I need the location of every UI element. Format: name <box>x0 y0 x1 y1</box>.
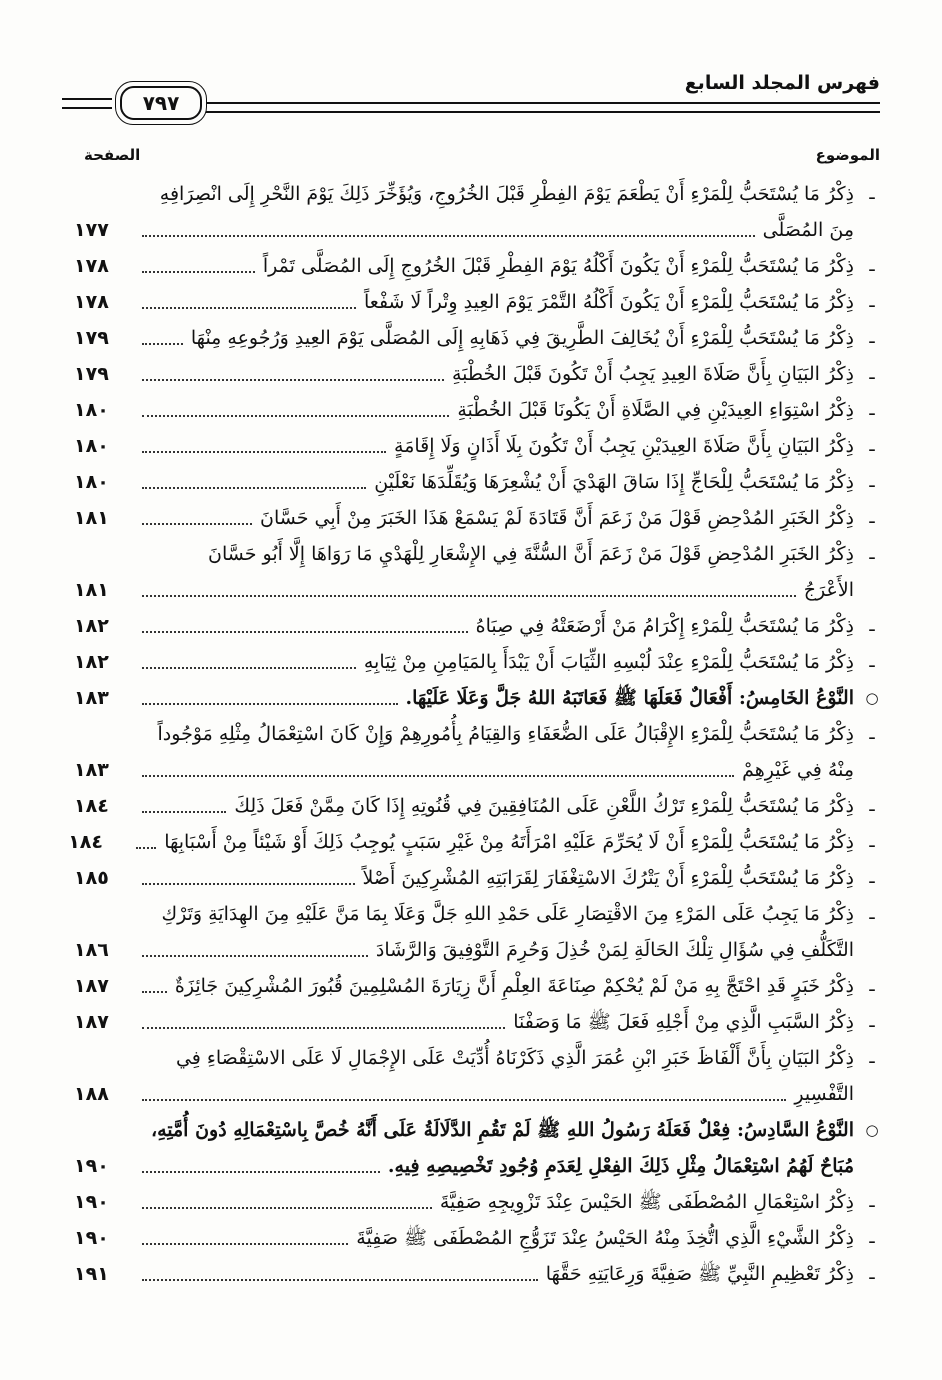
index-entry <box>74 284 884 320</box>
entry-line <box>74 1076 884 1112</box>
entry-line <box>74 572 884 608</box>
entry-page-number: ١٨١ <box>74 507 109 529</box>
entry-text: ذِكْرُ مَا يُسْتَحَبُّ لِلْمَرْءِ إِكْرَامُ مَنْ أَرْضَعَتْهُ فِي صِبَاهُ <box>475 615 854 637</box>
entry-text: التَّفْسِيرِ <box>794 1083 854 1105</box>
entry-page-number: ١٧٨ <box>74 291 109 313</box>
page-number: ٧٩٧ <box>120 86 202 120</box>
entry-line <box>68 824 884 860</box>
entry-text: مُبَاحٌ لَهُمُ اسْتِعْمَالُ مِثْلِ ذَلِكَ الفِعْلِ لِعَدَمِ وُجُودِ تَخْصِيصِهِ فِيهِ. <box>387 1155 854 1177</box>
entry-bullet: ـ <box>869 615 875 636</box>
header-rule-right <box>206 102 880 113</box>
entry-text: ذِكْرُ اسْتِوَاءِ العِيدَيْنِ فِي الصَّلَاةِ أَنْ يَكُونَا قَبْلَ الخُطْبَةِ <box>457 399 854 421</box>
index-entry <box>74 1220 884 1256</box>
dot-leader <box>142 991 167 993</box>
dot-leader <box>142 307 356 309</box>
dot-leader <box>142 451 386 453</box>
index-entry <box>74 536 884 608</box>
entry-line <box>74 752 884 788</box>
entry-page-number: ١٨٠ <box>74 435 109 457</box>
dot-leader <box>142 883 355 885</box>
entry-text: مِنَ المُصَلَّى <box>762 219 854 241</box>
entry-line <box>74 284 884 320</box>
entry-text: ذِكْرُ السَّبَبِ الَّذِي مِنْ أَجْلِهِ فَعَلَ ﷺ مَا وَصَفْنَا <box>513 1011 854 1033</box>
index-entry <box>74 716 884 788</box>
entry-text: الأَعْرَجُ <box>803 579 854 601</box>
entry-bullet: ـ <box>869 975 875 996</box>
index-entries <box>68 176 884 1292</box>
entry-line <box>74 212 884 248</box>
entry-page-number: ١٩١ <box>74 1263 109 1285</box>
entry-line <box>74 356 884 392</box>
index-entry <box>74 428 884 464</box>
running-header <box>62 72 880 122</box>
index-entry <box>74 248 884 284</box>
entry-bullet: ـ <box>869 363 875 384</box>
entry-bullet: ـ <box>869 1011 875 1032</box>
entry-page-number: ١٩٠ <box>74 1191 109 1213</box>
entry-bullet: ـ <box>869 471 875 492</box>
index-entry <box>74 1040 884 1112</box>
entry-text: ذِكْرُ مَا يُسْتَحَبُّ لِلْمَرْءِ أَنْ يَكُونَ أَكْلُهُ يَوْمَ الفِطْرِ قَبْلَ الخُرُوجِ إِلَى المُصَلَّى تَمْراً <box>262 255 854 277</box>
entry-text: التَّكَلُّفِ فِي سُؤَالِ تِلْكَ الحَالَةِ لِمَنْ خُذِلَ وَحُرِمَ التَّوْفِيقَ وَالرَّشَادَ <box>375 939 854 961</box>
entry-page-number: ١٨٠ <box>74 471 109 493</box>
dot-leader <box>142 1027 505 1029</box>
section-bullet: ○ <box>865 689 879 707</box>
subject-column-header: الموضوع <box>815 146 880 164</box>
index-entry <box>68 824 884 860</box>
entry-text: ذِكْرُ مَا يُسْتَحَبُّ لِلْمَرْءِ أَنْ يَتْرُكَ الاسْتِغْفَارَ لِقَرَابَتِهِ المُشْرِكِينَ أَصْلاً <box>362 867 854 889</box>
entry-line <box>74 932 884 968</box>
entry-text: ذِكْرُ مَا يُسْتَحَبُّ لِلْمَرْءِ أَنْ لَا يُحَرِّمَ عَلَيْهِ امْرَأَتَهُ مِنْ غَيْرِ سَبَبٍ يُوجِبُ ذَلِكَ أَوْ شَيْئاً مِنْ أَسْبَابِهَا <box>164 831 854 853</box>
entry-bullet: ـ <box>869 399 875 420</box>
entry-bullet: ـ <box>869 1191 875 1212</box>
entry-text: ذِكْرُ اسْتِعْمَالِ المُصْطَفَى ﷺ الحَيْسَ عِنْدَ تَزْوِيجِهِ صَفِيَّةَ <box>439 1191 854 1213</box>
dot-leader <box>142 1243 348 1245</box>
entry-bullet: ـ <box>869 1047 875 1068</box>
dot-leader <box>142 595 796 597</box>
header-rule-left <box>62 98 112 109</box>
entry-text: ذِكْرُ خَبَرٍ قَدِ احْتَجَّ بِهِ مَنْ لَمْ يُحْكِمْ صِنَاعَةَ العِلْمِ أَنَّ زِيَارَةَ المُسْلِمِينَ قُبُورَ المُشْرِكِينَ جَائِزَةٌ <box>174 975 854 997</box>
entry-bullet: ـ <box>869 543 875 564</box>
entry-page-number: ١٨٢ <box>74 615 109 637</box>
entry-text: ذِكْرُ البَيَانِ بِأَنَّ صَلَاةَ العِيدَيْنِ يَجِبُ أَنْ تَكُونَ بِلَا أَذَانٍ وَلَا إِقَامَةٍ <box>394 435 854 457</box>
entry-line <box>74 1148 884 1184</box>
entry-bullet: ـ <box>869 903 875 924</box>
entry-text: ذِكْرُ مَا يُسْتَحَبُّ لِلْمَرْءِ الإِقْبَالُ عَلَى الضُّعَفَاءِ وَالقِيَامُ بِأُمُورِهِمْ وَإِنْ كَانَ اسْتِعْمَالُ مِثْلِهِ مَوْجُوداً <box>157 723 854 745</box>
entry-text: ذِكْرُ مَا يُسْتَحَبُّ لِلْمَرْءِ أَنْ يُخَالِفَ الطَّرِيقَ فِي ذَهَابِهِ إِلَى المُصَلَّى يَوْمَ العِيدِ وَرُجُوعِهِ مِنْهَا <box>190 327 854 349</box>
dot-leader <box>142 343 183 345</box>
entry-page-number: ١٨٦ <box>74 939 109 961</box>
index-entry <box>74 968 884 1004</box>
entry-text: النَّوْعُ الخَامِسُ: أَفْعَالٌ فَعَلَهَا ﷺ فَعَاتَبَهُ اللهُ جَلَّ وَعَلَا عَلَيْهَا. <box>405 687 854 709</box>
entry-page-number: ١٧٧ <box>74 219 109 241</box>
dot-leader <box>142 775 734 777</box>
entry-page-number: ١٩٠ <box>74 1227 109 1249</box>
entry-bullet: ـ <box>869 507 875 528</box>
dot-leader <box>142 379 444 381</box>
dot-leader <box>142 1099 786 1101</box>
entry-text: ذِكْرُ البَيَانِ بِأَنَّ أَلْفَاظَ خَبَرِ ابْنِ عُمَرَ الَّذِي ذَكَرْنَاهُ أُدِّيَتْ عَلَى الإِجْمَالِ لَا عَلَى الاسْتِقْصَاءِ فِي <box>175 1047 854 1069</box>
entry-bullet: ـ <box>869 291 875 312</box>
dot-leader <box>142 1171 380 1173</box>
dot-leader <box>142 271 255 273</box>
entry-bullet: ـ <box>869 867 875 888</box>
index-entry <box>74 860 884 896</box>
index-entry <box>74 500 884 536</box>
entry-page-number: ١٧٨ <box>74 255 109 277</box>
entry-text: ذِكْرُ الخَبَرِ المُدْحِضِ قَوْلَ مَنْ زَعَمَ أَنَّ قَتَادَةَ لَمْ يَسْمَعْ هَذَا الخَبَرَ مِنْ أَبِي حَسَّانَ <box>260 507 854 529</box>
dot-leader <box>142 631 468 633</box>
index-entry <box>74 1004 884 1040</box>
entry-page-number: ١٨٤ <box>74 795 109 817</box>
index-entry <box>74 1184 884 1220</box>
dot-leader <box>142 667 356 669</box>
entry-page-number: ١٨٣ <box>74 687 109 709</box>
entry-bullet: ـ <box>869 1263 875 1284</box>
entry-bullet: ـ <box>869 255 875 276</box>
entry-text: مِنْهُ فِي غَيْرِهِمْ <box>742 759 854 781</box>
entry-line <box>74 500 884 536</box>
entry-line <box>74 320 884 356</box>
index-entry <box>74 644 884 680</box>
page-column-header: الصفحة <box>84 146 141 164</box>
entry-page-number: ١٨٧ <box>74 1011 109 1033</box>
entry-line <box>74 608 884 644</box>
entry-line <box>74 428 884 464</box>
index-entry <box>74 1256 884 1292</box>
index-entry <box>74 608 884 644</box>
entry-line <box>74 464 884 500</box>
index-entry <box>74 320 884 356</box>
entry-page-number: ١٧٩ <box>74 363 109 385</box>
index-entry <box>74 392 884 428</box>
entry-bullet: ـ <box>869 795 875 816</box>
dot-leader <box>136 847 156 849</box>
dot-leader <box>142 955 368 957</box>
entry-text: ذِكْرُ البَيَانِ بِأَنَّ صَلَاةَ العِيدِ يَجِبُ أَنْ تَكُونَ قَبْلَ الخُطْبَةِ <box>451 363 854 385</box>
entry-page-number: ١٨٢ <box>74 651 109 673</box>
entry-text: ذِكْرُ الخَبَرِ المُدْحِضِ قَوْلَ مَنْ زَعَمَ أَنَّ السُّنَّةَ فِي الإِشْعَارِ لِلْهَدْيِ مَا رَوَاهَا إِلَّا أَبُو حَسَّانَ <box>208 543 854 565</box>
entry-bullet: ـ <box>869 723 875 744</box>
entry-page-number: ١٨١ <box>74 579 109 601</box>
entry-bullet: ـ <box>869 1227 875 1248</box>
dot-leader <box>142 523 252 525</box>
dot-leader <box>142 415 449 417</box>
entry-text: ذِكْرُ مَا يُسْتَحَبُّ لِلْمَرْءِ عِنْدَ لُبْسِهِ الثِّيَابَ أَنْ يَبْدَأَ بِالمَيَامِنِ مِنْ ثِيَابِهِ <box>363 651 854 673</box>
entry-text: ذِكْرُ مَا يَجِبُ عَلَى المَرْءِ مِنَ الاقْتِصَارِ عَلَى حَمْدِ اللهِ جَلَّ وَعَلَا بِمَا مَنَّ عَلَيْهِ مِنَ الهِدَايَةِ وَتَرْكِ <box>161 903 854 925</box>
entry-bullet: ـ <box>869 435 875 456</box>
section-bullet: ○ <box>865 1121 879 1139</box>
entry-line <box>74 392 884 428</box>
index-entry <box>74 356 884 392</box>
entry-line <box>74 968 884 1004</box>
entry-page-number: ١٩٠ <box>74 1155 109 1177</box>
dot-leader <box>142 1279 538 1281</box>
entry-page-number: ١٨٧ <box>74 975 109 997</box>
entry-line <box>74 860 884 896</box>
entry-text: ذِكْرُ الشَّيْءِ الَّذِي اتُّخِذَ مِنْهُ الحَيْسُ عِنْدَ تَزَوُّجِ المُصْطَفَى ﷺ صَفِيَّةَ <box>356 1227 854 1249</box>
entry-line <box>74 1004 884 1040</box>
entry-bullet: ـ <box>869 183 875 204</box>
entry-line <box>74 788 884 824</box>
entry-line <box>74 248 884 284</box>
entry-bullet: ـ <box>869 831 875 852</box>
entry-text: ذِكْرُ مَا يُسْتَحَبُّ لِلْحَاجِّ إِذَا سَاقَ الهَدْيَ أَنْ يُشْعِرَهَا وَيُقَلِّدَهَا نَعْلَيْنِ <box>374 471 854 493</box>
dot-leader <box>142 703 398 705</box>
index-entry <box>74 896 884 968</box>
entry-text: ذِكْرُ تَعْظِيمِ النَّبِيِّ ﷺ صَفِيَّةَ وَرِعَايَتِهِ حَقَّهَا <box>545 1263 854 1285</box>
entry-page-number: ١٨٥ <box>74 867 109 889</box>
entry-line <box>74 1184 884 1220</box>
entry-bullet: ـ <box>869 651 875 672</box>
section-heading <box>74 680 884 716</box>
index-entry <box>74 176 884 248</box>
dot-leader <box>142 811 226 813</box>
dot-leader <box>142 1207 432 1209</box>
entry-text: ذِكْرُ مَا يُسْتَحَبُّ لِلْمَرْءِ أَنْ يَطْعَمَ يَوْمَ الفِطْرِ قَبْلَ الخُرُوجِ، وَيُؤَخِّرَ ذَلِكَ يَوْمَ النَّحْرِ إِلَى انْصِرَافِهِ <box>159 183 854 205</box>
entry-line <box>74 644 884 680</box>
section-heading <box>74 1112 884 1184</box>
entry-bullet: ـ <box>869 327 875 348</box>
dot-leader <box>142 487 366 489</box>
dot-leader <box>142 235 755 237</box>
entry-page-number: ١٨٨ <box>74 1083 109 1105</box>
entry-text: النَّوْعُ السَّادِسُ: فِعْلٌ فَعَلَهُ رَسُولُ اللهِ ﷺ لَمْ تَقُمِ الدَّلَالَةُ عَلَى أَنَّهُ خُصَّ بِاسْتِعْمَالِهِ دُونَ أُمَّتِهِ، <box>150 1119 854 1141</box>
entry-text: ذِكْرُ مَا يُسْتَحَبُّ لِلْمَرْءِ أَنْ يَكُونَ أَكْلُهُ التَّمْرَ يَوْمَ العِيدِ وِتْراً لَا شَفْعاً <box>363 291 854 313</box>
entry-line <box>74 1220 884 1256</box>
entry-page-number: ١٨٤ <box>68 831 103 853</box>
book-title: فهرس المجلد السابع <box>684 72 880 94</box>
entry-line <box>74 680 884 716</box>
index-entry <box>74 788 884 824</box>
entry-page-number: ١٧٩ <box>74 327 109 349</box>
entry-text: ذِكْرُ مَا يُسْتَحَبُّ لِلْمَرْءِ تَرْكُ اللَّعْنِ عَلَى المُنَافِقِينَ فِي قُنُوتِهِ إِذَا كَانَ مِمَّنْ فَعَلَ ذَلِكَ <box>234 795 854 817</box>
entry-page-number: ١٨٠ <box>74 399 109 421</box>
entry-line <box>74 1256 884 1292</box>
index-entry <box>74 464 884 500</box>
entry-page-number: ١٨٣ <box>74 759 109 781</box>
